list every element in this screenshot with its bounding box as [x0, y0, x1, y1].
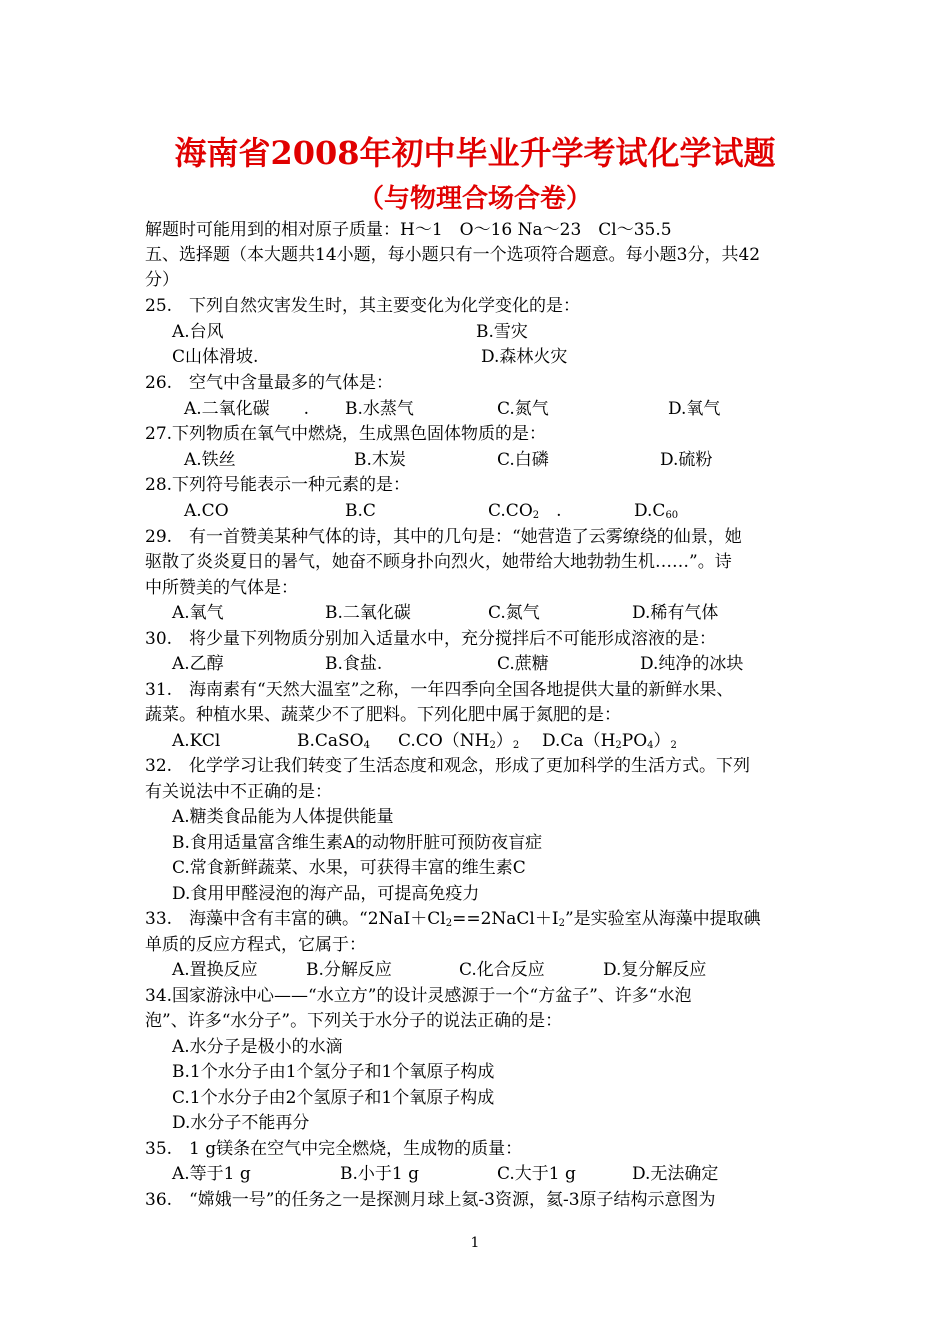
question-33-stem: 33. 海藻中含有丰富的碘。“$2NaI+Cl_2==2NaCl+I_2$”是实验室从海藻中提取碘	[145, 909, 761, 929]
question-25-option-a: A.台风	[172, 322, 224, 342]
question-26-option-b: B.水蒸气	[345, 399, 414, 419]
question-32-option-c: C.常食新鲜蔬菜、水果，可获得丰富的维生素C	[172, 858, 526, 878]
question-34-option-c: C.1个水分子由2个氢原子和1个氧原子构成	[172, 1088, 495, 1108]
question-33-stem-cont: 单质的反应方程式，它属于：	[145, 935, 366, 955]
question-33-option-d: D.复分解反应	[603, 960, 707, 980]
question-27-option-d: D.硫粉	[660, 450, 713, 470]
question-28-option-c: $C.CO_2$ .	[488, 501, 562, 521]
section-heading-cont: 分）	[145, 270, 179, 290]
question-35-option-b: B.小于1 g	[340, 1164, 419, 1184]
page-title: 海南省2008年初中毕业升学考试化学试题	[174, 134, 776, 172]
question-34-option-d: D.水分子不能再分	[172, 1113, 310, 1133]
question-35-option-d: D.无法确定	[632, 1164, 719, 1184]
question-26-option-a: A.二氧化碳 .	[184, 399, 310, 419]
question-29-option-b: B.二氧化碳	[325, 603, 411, 623]
page-number: 1	[470, 1235, 480, 1251]
question-26-stem: 26. 空气中含量最多的气体是：	[145, 373, 394, 393]
question-29-option-a: A.氧气	[172, 603, 224, 623]
question-28-option-a: A.CO	[184, 501, 229, 521]
section-heading: 五、选择题（本大题共14小题，每小题只有一个选项符合题意。每小题3分，共42	[145, 245, 761, 265]
question-30-stem: 30. 将少量下列物质分别加入适量水中，充分搅拌后不可能形成溶液的是：	[145, 629, 717, 649]
question-34-option-b: B.1个水分子由1个氢分子和1个氧原子构成	[172, 1062, 495, 1082]
question-28-option-d: $D.C_{60}$	[634, 501, 679, 521]
question-34-option-a: A.水分子是极小的水滴	[172, 1037, 343, 1057]
atomic-masses-note: 解题时可能用到的相对原子质量：H～1 O～16 Na～23 Cl～35.5	[145, 220, 672, 240]
question-31-option-c: $C.CO(NH_2)_2$	[398, 731, 520, 751]
question-35-option-a: A.等于1 g	[172, 1164, 251, 1184]
question-27-stem: 27.下列物质在氧气中燃烧，生成黑色固体物质的是：	[145, 424, 547, 444]
question-26-option-d: D.氧气	[668, 399, 721, 419]
question-32-option-b: B.食用适量富含维生素A的动物肝脏可预防夜盲症	[172, 833, 543, 853]
page-subtitle: （与物理合场合卷）	[357, 184, 592, 214]
question-33-option-c: C.化合反应	[459, 960, 545, 980]
question-35-stem: 35. 1 g镁条在空气中完全燃烧，生成物的质量：	[145, 1139, 523, 1159]
question-31-stem: 31. 海南素有“天然大温室”之称，一年四季向全国各地提供大量的新鲜水果、	[145, 680, 734, 700]
question-26-option-c: C.氮气	[497, 399, 549, 419]
question-31-option-d: $D.Ca(H_2PO_4)_2$	[542, 731, 677, 751]
question-29-option-c: C.氮气	[488, 603, 540, 623]
question-27-option-b: B.木炭	[354, 450, 406, 470]
question-31-option-a: A.KCl	[172, 731, 221, 751]
question-27-option-c: C.白磷	[497, 450, 549, 470]
question-32-stem: 32. 化学学习让我们转变了生活态度和观念，形成了更加科学的生活方式。下列	[145, 756, 751, 776]
question-31-option-b: B.CaSO$_4$	[297, 731, 370, 751]
question-25-stem: 25. 下列自然灾害发生时，其主要变化为化学变化的是：	[145, 296, 581, 316]
question-31-stem-cont: 蔬菜。种植水果、蔬菜少不了肥料。下列化肥中属于氮肥的是：	[145, 705, 621, 725]
question-29-option-d: D.稀有气体	[632, 603, 719, 623]
question-30-option-b: B.食盐.	[325, 654, 383, 674]
question-29-stem-cont: 驱散了炎炎夏日的暑气，她奋不顾身扑向烈火，她带给大地勃勃生机……”。诗	[145, 552, 732, 572]
question-34-stem: 34.国家游泳中心——“水立方”的设计灵感源于一个“方盆子”、许多“水泡	[145, 986, 692, 1006]
question-28-option-b: B.C	[345, 501, 376, 521]
question-30-option-a: A.乙醇	[172, 654, 224, 674]
question-30-option-d: D.纯净的冰块	[640, 654, 744, 674]
question-33-option-b: B.分解反应	[306, 960, 392, 980]
question-32-stem-cont: 有关说法中不正确的是：	[145, 782, 332, 802]
question-27-option-a: A.铁丝	[184, 450, 236, 470]
question-36-stem: 36. “嫦娥一号”的任务之一是探测月球上氦-3资源，氦-3原子结构示意图为	[145, 1190, 716, 1210]
question-32-option-d: D.食用甲醛浸泡的海产品，可提高免疫力	[172, 884, 480, 904]
question-32-option-a: A.糖类食品能为人体提供能量	[172, 807, 394, 827]
question-33-option-a: A.置换反应	[172, 960, 258, 980]
question-34-stem-cont: 泡”、许多“水分子”。下列关于水分子的说法正确的是：	[145, 1011, 563, 1031]
question-29-stem: 29. 有一首赞美某种气体的诗，其中的几句是：“她营造了云雾缭绕的仙景，她	[145, 527, 742, 547]
question-30-option-c: C.蔗糖	[497, 654, 549, 674]
question-25-option-d: D.森林火灾	[481, 347, 568, 367]
question-25-option-b: B.雪灾	[476, 322, 528, 342]
question-35-option-c: C.大于1 g	[497, 1164, 576, 1184]
question-25-option-c: C山体滑坡.	[172, 347, 259, 367]
question-28-stem: 28.下列符号能表示一种元素的是：	[145, 475, 411, 495]
question-29-stem-cont: 中所赞美的气体是：	[145, 578, 298, 598]
